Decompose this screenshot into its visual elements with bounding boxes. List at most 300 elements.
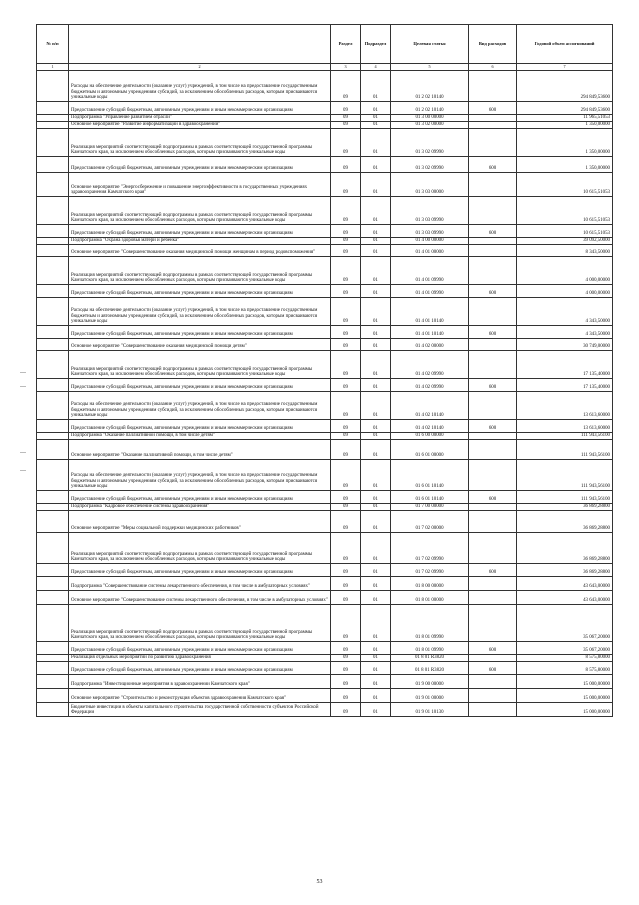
cell-num (37, 564, 69, 577)
cell-amount: 11 965,51053 (517, 115, 613, 122)
cell-exp-type (469, 339, 517, 351)
header-name (69, 25, 331, 64)
table-row (37, 591, 613, 605)
cell-num (37, 460, 69, 491)
cell-subsection: 01 (361, 491, 391, 504)
cell-article: 01 8 00 00000 (391, 577, 469, 591)
cell-amount: 35 067,20000 (517, 642, 613, 655)
cell-subsection: 01 (361, 511, 391, 533)
cell-section: 09 (331, 392, 361, 420)
cell-amount: 1 350,00000 (517, 129, 613, 157)
cell-exp-type (469, 675, 517, 689)
cell-name: Реализация мероприятий соответствующей подпрограммы в рамках соответствующей государственной программы Камчатского края, за исключением обособленных расходов, которым присваиваются уникальные коды (69, 605, 331, 642)
cell-article: 01 4 02 10140 (391, 420, 469, 433)
cell-exp-type: 600 (469, 102, 517, 115)
cell-article: 01 6 01 10140 (391, 491, 469, 504)
cell-article: 01 3 03 09990 (391, 225, 469, 238)
table-row (37, 511, 613, 533)
margin-mark (20, 386, 26, 387)
cell-name: Предоставление субсидий бюджетным, автономным учреждениям и иным некоммерческим организациям (69, 102, 331, 115)
cell-article: 01 2 02 10140 (391, 102, 469, 115)
cell-exp-type (469, 533, 517, 564)
cell-subsection: 01 (361, 605, 391, 642)
cell-exp-type: 600 (469, 662, 517, 675)
cell-name: Реализация мероприятий соответствующей подпрограммы в рамках соответствующей государственной программы Камчатского края, за исключением обособленных расходов, которым присваиваются уникальные коды (69, 351, 331, 379)
header-section: Раздел (331, 25, 361, 64)
cell-article: 01 9 00 00000 (391, 675, 469, 689)
cell-exp-type (469, 703, 517, 717)
cell-name: Предоставление субсидий бюджетным, автономным учреждениям и иным некоммерческим организациям (69, 157, 331, 173)
cell-article: 01 2 02 10140 (391, 71, 469, 102)
header-subsection: Подраздел (361, 25, 391, 64)
cell-subsection: 01 (361, 225, 391, 238)
cell-article: 01 7 00 00000 (391, 504, 469, 511)
cell-name: Основное мероприятие "Оказание паллиативной помощи, в том числе детям" (69, 440, 331, 460)
cell-amount: 111 943,56100 (517, 460, 613, 491)
margin-mark (20, 452, 26, 453)
cell-subsection: 01 (361, 257, 391, 285)
cell-section: 09 (331, 339, 361, 351)
table-row (37, 655, 613, 662)
cell-exp-type (469, 605, 517, 642)
cell-num (37, 491, 69, 504)
table-row (37, 564, 613, 577)
cell-name: Основное мероприятие "Совершенствование оказания медицинской помощи детям" (69, 339, 331, 351)
cell-num (37, 129, 69, 157)
table-row (37, 245, 613, 257)
cell-amount: 8 343,50000 (517, 245, 613, 257)
cell-article: 01 8 01 00000 (391, 591, 469, 605)
cell-article: 01 8 01 R3820 (391, 655, 469, 662)
col-number: 3 (331, 64, 361, 71)
cell-name: Расходы на обеспечение деятельности (оказание услуг) учреждений, в том числе на предоставление государственным бюджетным и автономным учреждениям субсидий, за исключением обособленных расходов, которым присваиваются уникальные коды (69, 71, 331, 102)
cell-article: 01 4 01 09990 (391, 257, 469, 285)
cell-num (37, 577, 69, 591)
table-row (37, 115, 613, 122)
cell-subsection: 01 (361, 238, 391, 245)
cell-amount: 1 350,00000 (517, 157, 613, 173)
cell-amount: 36 869,28800 (517, 533, 613, 564)
cell-num (37, 285, 69, 298)
cell-num (37, 420, 69, 433)
cell-article: 01 4 02 09990 (391, 351, 469, 379)
cell-subsection: 01 (361, 460, 391, 491)
cell-num (37, 675, 69, 689)
cell-num (37, 433, 69, 440)
cell-section: 09 (331, 285, 361, 298)
cell-amount: 10 615,51053 (517, 173, 613, 197)
cell-article: 01 3 02 09990 (391, 129, 469, 157)
cell-article: 01 4 01 10140 (391, 298, 469, 326)
cell-subsection: 01 (361, 379, 391, 392)
cell-name: Предоставление субсидий бюджетным, автономным учреждениям и иным некоммерческим организациям (69, 564, 331, 577)
cell-num (37, 703, 69, 717)
cell-name: Реализация мероприятий соответствующей подпрограммы в рамках соответствующей государственной программы Камчатского края, за исключением обособленных расходов, которым присваиваются уникальные коды (69, 129, 331, 157)
table-row (37, 642, 613, 655)
table-row (37, 257, 613, 285)
cell-subsection: 01 (361, 662, 391, 675)
cell-section: 09 (331, 504, 361, 511)
cell-article: 01 4 01 10140 (391, 326, 469, 339)
table-row (37, 225, 613, 238)
cell-amount: 43 643,00000 (517, 577, 613, 591)
cell-name: Подпрограмма "Оказание паллиативной помощи, в том числе детям" (69, 433, 331, 440)
cell-name: Предоставление субсидий бюджетным, автономным учреждениям и иным некоммерческим организациям (69, 326, 331, 339)
cell-num (37, 122, 69, 129)
cell-num (37, 173, 69, 197)
cell-article: 01 9 01 00000 (391, 689, 469, 703)
cell-section: 09 (331, 577, 361, 591)
cell-exp-type: 600 (469, 642, 517, 655)
cell-article: 01 3 03 09990 (391, 197, 469, 225)
cell-name: Предоставление субсидий бюджетным, автономным учреждениям и иным некоммерческим организациям (69, 642, 331, 655)
cell-num (37, 605, 69, 642)
cell-amount: 43 643,00000 (517, 591, 613, 605)
table-row (37, 173, 613, 197)
cell-article: 01 7 02 00000 (391, 511, 469, 533)
cell-amount: 10 615,51053 (517, 197, 613, 225)
cell-subsection: 01 (361, 689, 391, 703)
cell-exp-type (469, 115, 517, 122)
cell-exp-type: 600 (469, 326, 517, 339)
cell-section: 09 (331, 71, 361, 102)
cell-name: Подпрограмма "Управление развитием отрасли" (69, 115, 331, 122)
cell-amount: 111 943,56100 (517, 491, 613, 504)
cell-article: 01 3 02 09990 (391, 157, 469, 173)
cell-subsection: 01 (361, 339, 391, 351)
cell-article: 01 8 01 R3820 (391, 662, 469, 675)
cell-section: 09 (331, 197, 361, 225)
cell-section: 09 (331, 238, 361, 245)
table-row (37, 491, 613, 504)
cell-name: Основное мероприятие "Совершенствование системы лекарственного обеспечения, в том числе в амбулаторных условиях" (69, 591, 331, 605)
cell-amount: 294 849,53600 (517, 71, 613, 102)
cell-subsection: 01 (361, 504, 391, 511)
cell-subsection: 01 (361, 71, 391, 102)
cell-section: 09 (331, 605, 361, 642)
cell-subsection: 01 (361, 298, 391, 326)
cell-exp-type: 600 (469, 491, 517, 504)
cell-subsection: 01 (361, 440, 391, 460)
cell-subsection: 01 (361, 392, 391, 420)
table-row (37, 129, 613, 157)
cell-name: Предоставление субсидий бюджетным, автономным учреждениям и иным некоммерческим организациям (69, 491, 331, 504)
cell-section: 09 (331, 129, 361, 157)
cell-subsection: 01 (361, 351, 391, 379)
cell-num (37, 115, 69, 122)
cell-name: Основное мероприятие "Энергосбережение и повышение энергоэффективности в государственных учреждениях здравоохранения Камчатского края" (69, 173, 331, 197)
cell-exp-type (469, 511, 517, 533)
cell-amount: 10 615,51053 (517, 225, 613, 238)
cell-name: Предоставление субсидий бюджетным, автономным учреждениям и иным некоммерческим организациям (69, 225, 331, 238)
table-row (37, 285, 613, 298)
cell-num (37, 102, 69, 115)
table-row (37, 433, 613, 440)
table-row (37, 238, 613, 245)
cell-subsection: 01 (361, 533, 391, 564)
cell-article: 01 6 01 10140 (391, 460, 469, 491)
cell-section: 09 (331, 102, 361, 115)
cell-amount: 15 000,00000 (517, 689, 613, 703)
cell-exp-type: 600 (469, 285, 517, 298)
table-row (37, 703, 613, 717)
cell-exp-type (469, 257, 517, 285)
cell-name: Подпрограмма "Совершенствование системы лекарственного обеспечения, в том числе в амбулаторных условиях" (69, 577, 331, 591)
cell-name: Реализация мероприятий соответствующей подпрограммы в рамках соответствующей государственной программы Камчатского края, за исключением обособленных расходов, которым присваиваются уникальные коды (69, 197, 331, 225)
column-number-row (37, 64, 613, 71)
cell-name: Реализация мероприятий соответствующей подпрограммы в рамках соответствующей государственной программы Камчатского края, за исключением обособленных расходов, которым присваиваются уникальные коды (69, 533, 331, 564)
cell-amount: 4 343,50000 (517, 298, 613, 326)
cell-exp-type (469, 238, 517, 245)
cell-article: 01 4 00 00000 (391, 238, 469, 245)
cell-section: 09 (331, 225, 361, 238)
cell-num (37, 533, 69, 564)
cell-exp-type (469, 298, 517, 326)
cell-num (37, 225, 69, 238)
cell-name: Расходы на обеспечение деятельности (оказание услуг) учреждений, в том числе на предоставление государственным бюджетным и автономным учреждениям субсидий, за исключением обособленных расходов, которым присваиваются уникальные коды (69, 460, 331, 491)
cell-num (37, 197, 69, 225)
cell-article: 01 9 01 10130 (391, 703, 469, 717)
cell-amount: 36 869,28800 (517, 564, 613, 577)
cell-exp-type (469, 689, 517, 703)
cell-name: Основное мероприятие "Совершенствование оказания медицинской помощи женщинам в период родовспоможения" (69, 245, 331, 257)
table-row (37, 71, 613, 102)
cell-section: 09 (331, 533, 361, 564)
cell-name: Предоставление субсидий бюджетным, автономным учреждениям и иным некоммерческим организациям (69, 285, 331, 298)
table-row (37, 440, 613, 460)
cell-exp-type (469, 591, 517, 605)
table-row (37, 298, 613, 326)
header-article: Целевая статья (391, 25, 469, 64)
cell-num (37, 662, 69, 675)
cell-amount: 39 092,50000 (517, 238, 613, 245)
cell-name: Предоставление субсидий бюджетным, автономным учреждениям и иным некоммерческим организациям (69, 379, 331, 392)
cell-subsection: 01 (361, 115, 391, 122)
cell-exp-type (469, 122, 517, 129)
cell-num (37, 642, 69, 655)
table-row (37, 157, 613, 173)
table-row (37, 102, 613, 115)
cell-section: 09 (331, 420, 361, 433)
cell-subsection: 01 (361, 157, 391, 173)
cell-section: 09 (331, 662, 361, 675)
cell-name: Подпрограмма "Кадровое обеспечение системы здравоохранения" (69, 504, 331, 511)
table-row (37, 351, 613, 379)
cell-amount: 36 869,28800 (517, 511, 613, 533)
cell-subsection: 01 (361, 591, 391, 605)
cell-subsection: 01 (361, 129, 391, 157)
cell-section: 09 (331, 460, 361, 491)
table-row (37, 326, 613, 339)
cell-section: 09 (331, 298, 361, 326)
table-row (37, 197, 613, 225)
cell-name: Основное мероприятие "Развитие информатизации в здравоохранении" (69, 122, 331, 129)
header-num: № п/п (37, 25, 69, 64)
cell-section: 09 (331, 245, 361, 257)
cell-exp-type (469, 433, 517, 440)
cell-section: 09 (331, 326, 361, 339)
header-exp-type: Вид расходов (469, 25, 517, 64)
col-number: 5 (391, 64, 469, 71)
cell-article: 01 6 01 00000 (391, 440, 469, 460)
cell-exp-type (469, 71, 517, 102)
col-number: 4 (361, 64, 391, 71)
cell-exp-type (469, 351, 517, 379)
cell-name: Основное мероприятие "Строительство и реконструкция объектов здравоохранения Камчатского края" (69, 689, 331, 703)
cell-article: 01 4 02 00000 (391, 339, 469, 351)
col-number: 2 (69, 64, 331, 71)
cell-name: Реализация мероприятий соответствующей подпрограммы в рамках соответствующей государственной программы Камчатского края, за исключением обособленных расходов, которым присваиваются уникальные коды (69, 257, 331, 285)
cell-section: 09 (331, 511, 361, 533)
page-number: 53 (316, 879, 323, 885)
cell-amount: 17 135,40000 (517, 351, 613, 379)
cell-section: 09 (331, 564, 361, 577)
cell-num (37, 71, 69, 102)
cell-article: 01 3 03 00000 (391, 173, 469, 197)
cell-num (37, 504, 69, 511)
cell-subsection: 01 (361, 642, 391, 655)
table-row (37, 662, 613, 675)
cell-name: Подпрограмма "Инвестиционные мероприятия в здравоохранении Камчатского края" (69, 675, 331, 689)
table-row (37, 122, 613, 129)
cell-section: 09 (331, 173, 361, 197)
cell-section: 09 (331, 491, 361, 504)
cell-name: Расходы на обеспечение деятельности (оказание услуг) учреждений, в том числе на предоставление государственным бюджетным и автономным учреждениям субсидий, за исключением обособленных расходов, которым присваиваются уникальные коды (69, 298, 331, 326)
cell-num (37, 655, 69, 662)
cell-article: 01 6 00 00000 (391, 433, 469, 440)
table-row (37, 605, 613, 642)
cell-num (37, 326, 69, 339)
cell-exp-type: 600 (469, 157, 517, 173)
cell-subsection: 01 (361, 433, 391, 440)
cell-amount: 36 869,28800 (517, 504, 613, 511)
cell-subsection: 01 (361, 197, 391, 225)
table-row (37, 577, 613, 591)
cell-exp-type: 600 (469, 379, 517, 392)
table-row (37, 392, 613, 420)
cell-section: 09 (331, 379, 361, 392)
cell-num (37, 298, 69, 326)
cell-article: 01 4 02 09990 (391, 379, 469, 392)
cell-name: Реализация отдельных мероприятий по развитию здравоохранения (69, 655, 331, 662)
margin-mark (20, 372, 26, 373)
cell-name: Основное мероприятие "Меры социальной поддержки медицинских работников" (69, 511, 331, 533)
cell-article: 01 7 02 09990 (391, 564, 469, 577)
cell-num (37, 351, 69, 379)
cell-article: 01 8 01 09990 (391, 605, 469, 642)
cell-num (37, 591, 69, 605)
cell-section: 09 (331, 655, 361, 662)
cell-num (37, 392, 69, 420)
cell-article: 01 3 00 00000 (391, 115, 469, 122)
cell-amount: 13 613,60000 (517, 420, 613, 433)
cell-num (37, 440, 69, 460)
budget-table (36, 24, 613, 717)
cell-article: 01 8 01 09990 (391, 642, 469, 655)
cell-section: 09 (331, 351, 361, 379)
col-number: 7 (517, 64, 613, 71)
cell-exp-type (469, 577, 517, 591)
cell-amount: 8 575,80000 (517, 655, 613, 662)
cell-amount: 15 000,00000 (517, 675, 613, 689)
cell-subsection: 01 (361, 420, 391, 433)
table-header-row (37, 25, 613, 64)
cell-section: 09 (331, 440, 361, 460)
cell-section: 09 (331, 675, 361, 689)
cell-exp-type (469, 440, 517, 460)
cell-exp-type (469, 460, 517, 491)
cell-subsection: 01 (361, 285, 391, 298)
cell-article: 01 4 01 00000 (391, 245, 469, 257)
cell-num (37, 379, 69, 392)
cell-num (37, 511, 69, 533)
cell-exp-type: 600 (469, 564, 517, 577)
cell-exp-type: 600 (469, 225, 517, 238)
table-row (37, 460, 613, 491)
col-number: 6 (469, 64, 517, 71)
cell-section: 09 (331, 115, 361, 122)
cell-exp-type (469, 245, 517, 257)
cell-section: 09 (331, 703, 361, 717)
margin-mark (20, 470, 26, 471)
cell-article: 01 4 02 10140 (391, 392, 469, 420)
cell-section: 09 (331, 642, 361, 655)
cell-amount: 294 849,53600 (517, 102, 613, 115)
cell-amount: 13 613,60000 (517, 392, 613, 420)
cell-section: 09 (331, 689, 361, 703)
cell-num (37, 339, 69, 351)
cell-exp-type (469, 504, 517, 511)
cell-num (37, 238, 69, 245)
cell-amount: 30 749,00000 (517, 339, 613, 351)
cell-num (37, 257, 69, 285)
cell-subsection: 01 (361, 173, 391, 197)
cell-exp-type (469, 655, 517, 662)
cell-amount: 4 000,00000 (517, 257, 613, 285)
cell-subsection: 01 (361, 675, 391, 689)
cell-exp-type (469, 197, 517, 225)
cell-amount: 4 343,50000 (517, 326, 613, 339)
cell-exp-type (469, 173, 517, 197)
cell-amount: 35 067,20000 (517, 605, 613, 642)
cell-subsection: 01 (361, 703, 391, 717)
cell-name: Предоставление субсидий бюджетным, автономным учреждениям и иным некоммерческим организациям (69, 662, 331, 675)
table-body (37, 71, 613, 717)
cell-article: 01 7 02 09990 (391, 533, 469, 564)
cell-amount: 15 000,00000 (517, 703, 613, 717)
cell-amount: 4 000,00000 (517, 285, 613, 298)
cell-name: Предоставление субсидий бюджетным, автономным учреждениям и иным некоммерческим организациям (69, 420, 331, 433)
cell-article: 01 4 01 09990 (391, 285, 469, 298)
cell-name: Бюджетные инвестиции в объекты капитального строительства государственной собственности субъектов Российской Федерации (69, 703, 331, 717)
cell-exp-type (469, 129, 517, 157)
cell-num (37, 689, 69, 703)
cell-exp-type (469, 392, 517, 420)
table-row (37, 339, 613, 351)
col-number: 1 (37, 64, 69, 71)
cell-amount: 17 135,40000 (517, 379, 613, 392)
cell-subsection: 01 (361, 326, 391, 339)
cell-subsection: 01 (361, 122, 391, 129)
cell-section: 09 (331, 257, 361, 285)
cell-subsection: 01 (361, 564, 391, 577)
cell-amount: 111 943,56100 (517, 440, 613, 460)
table-row (37, 379, 613, 392)
table-row (37, 675, 613, 689)
cell-subsection: 01 (361, 577, 391, 591)
cell-subsection: 01 (361, 102, 391, 115)
cell-amount: 1 350,00000 (517, 122, 613, 129)
